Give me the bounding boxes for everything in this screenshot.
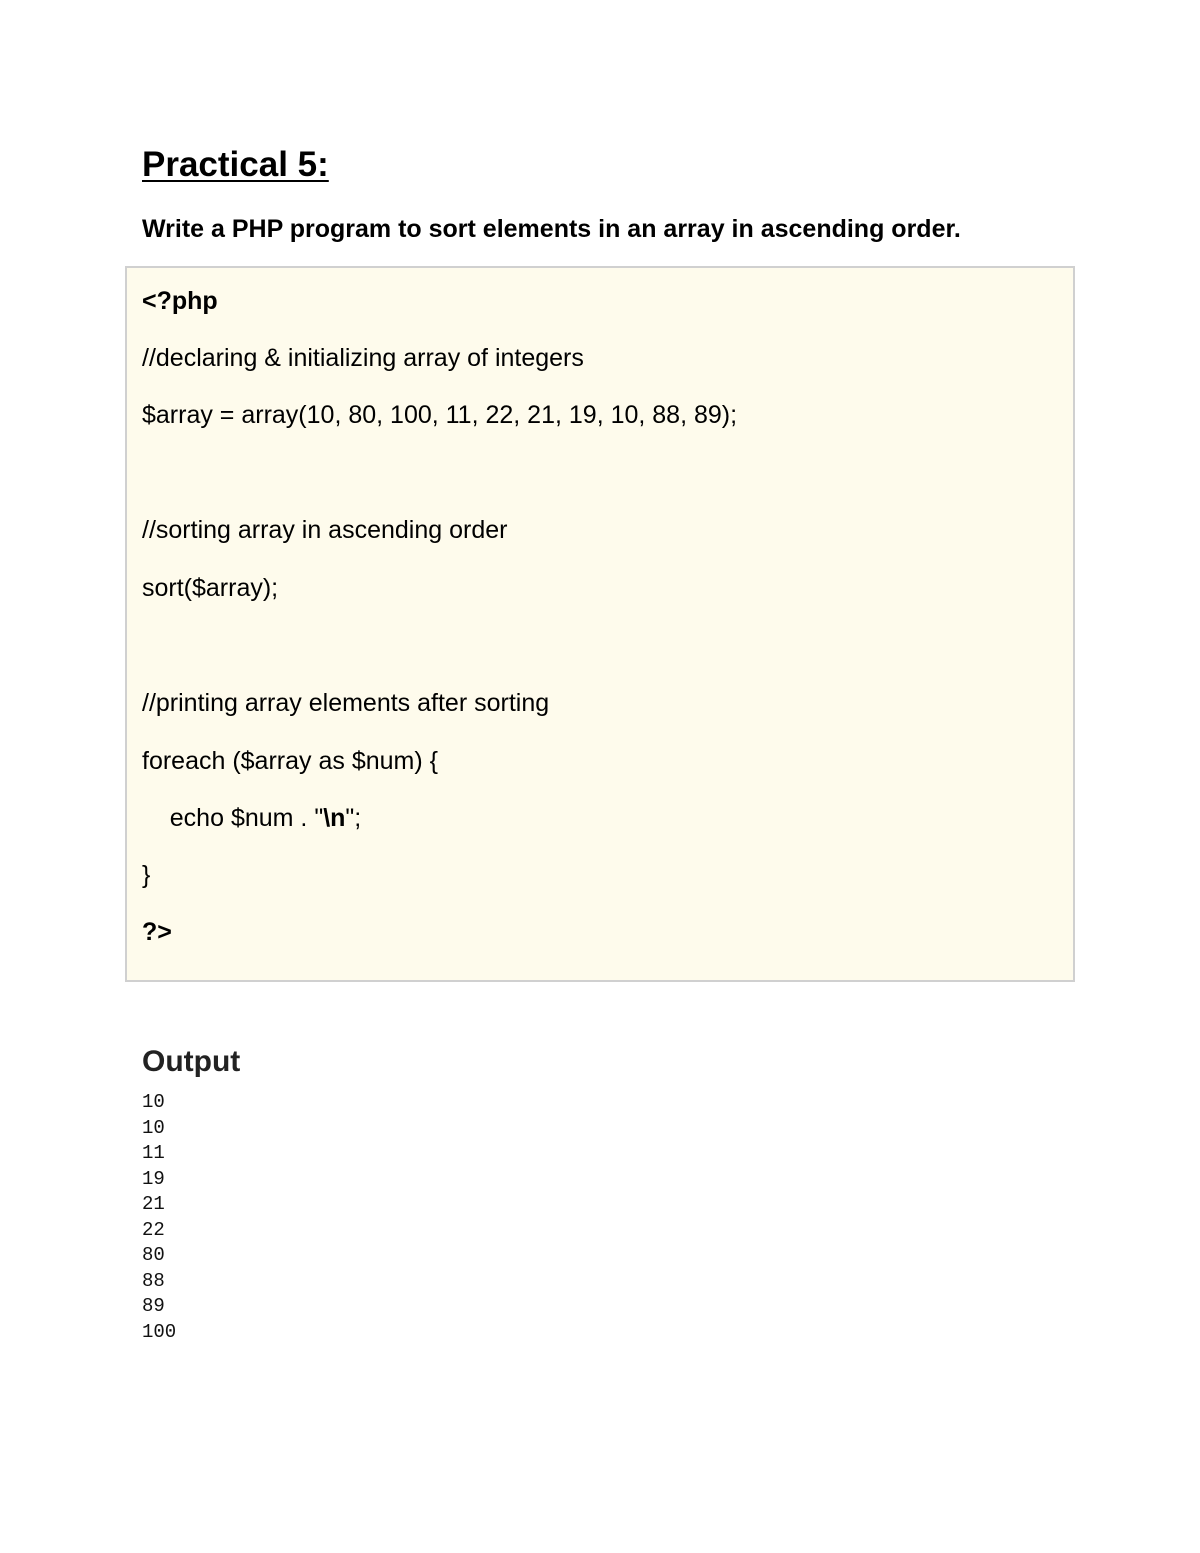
- code-line-comment-declare: //declaring & initializing array of integers: [142, 344, 584, 372]
- code-line-foreach-open: foreach ($array as $num) {: [142, 747, 438, 775]
- output-value: 80: [142, 1244, 165, 1266]
- output-value: 100: [142, 1320, 177, 1343]
- code-line-array-declaration: $array = array(10, 80, 100, 11, 22, 21, 19, 10, 88, 89);: [142, 401, 738, 429]
- code-line-comment-sort: //sorting array in ascending order: [142, 516, 508, 544]
- output-heading: Output: [142, 1045, 241, 1078]
- echo-suffix: ";: [345, 804, 362, 832]
- output-value: 10: [142, 1116, 165, 1139]
- output-value: 19: [142, 1167, 165, 1190]
- code-line-sort-call: sort($array);: [142, 574, 279, 602]
- code-line-foreach-close: }: [142, 861, 151, 889]
- output-value: 11: [142, 1142, 165, 1164]
- output-list: [142, 1090, 176, 1345]
- output-value: 22: [142, 1218, 165, 1241]
- echo-escape-sequence: \n: [323, 804, 346, 832]
- output-value: 89: [142, 1295, 165, 1317]
- output-value: 88: [142, 1269, 165, 1292]
- code-block: [125, 266, 1075, 982]
- task-description: Write a PHP program to sort elements in an array in ascending order.: [142, 215, 961, 243]
- code-line-open-tag: <?php: [142, 287, 218, 315]
- echo-prefix: echo $num . ": [142, 804, 324, 832]
- code-line-close-tag: ?>: [142, 918, 172, 946]
- code-line-comment-print: //printing array elements after sorting: [142, 689, 550, 717]
- code-line-echo: [142, 801, 361, 835]
- page-title: Practical 5:: [142, 145, 329, 184]
- output-value: 10: [142, 1091, 165, 1113]
- output-value: 21: [142, 1193, 165, 1215]
